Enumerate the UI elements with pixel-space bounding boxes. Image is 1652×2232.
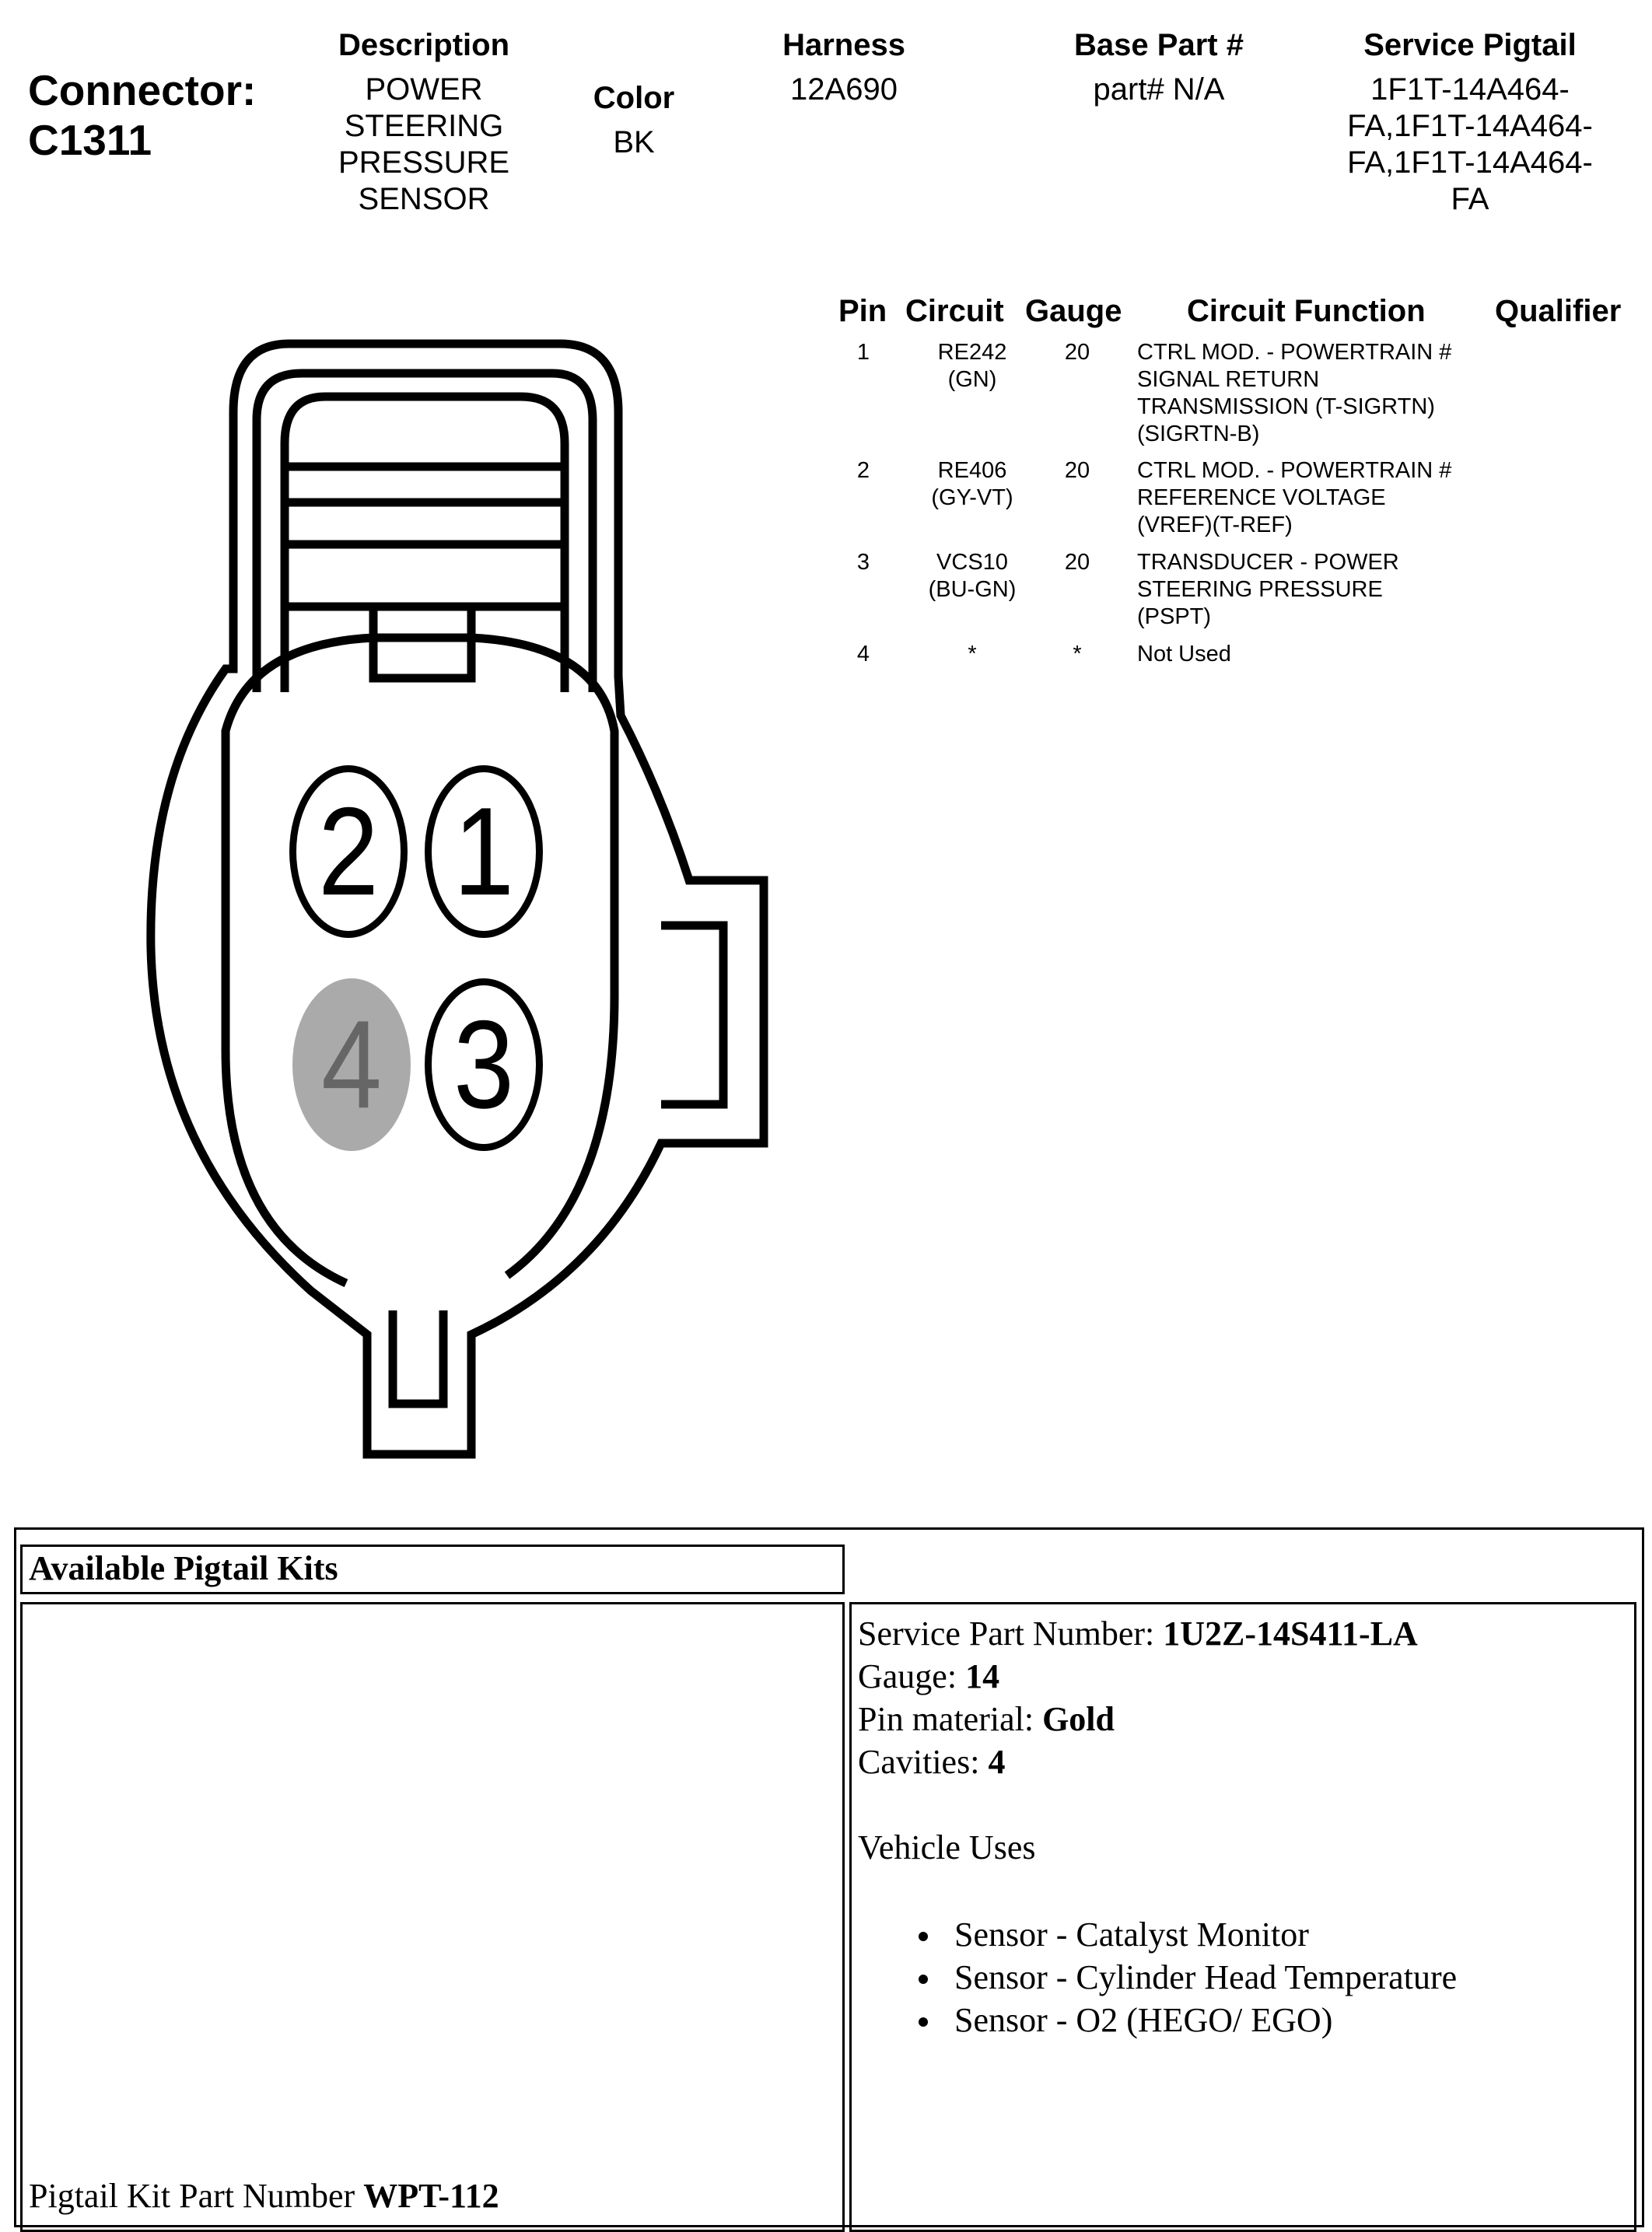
gauge-cell: 20 <box>1064 458 1090 483</box>
pin-number: 1 <box>856 340 870 365</box>
kit-details-cell <box>849 1602 1636 2232</box>
description-line: POWER <box>365 72 483 107</box>
gauge-label: Gauge: <box>858 1657 966 1695</box>
latch-outline <box>257 373 593 692</box>
connector-id: C1311 <box>28 116 152 164</box>
gauge-line <box>858 1655 1628 1698</box>
pin-header: Pin <box>838 294 887 328</box>
list-item: Sensor - Catalyst Monitor <box>858 1913 1628 1956</box>
pin-4-cavity <box>292 978 411 1151</box>
pin-material-line <box>858 1698 1628 1740</box>
circuit-cell <box>910 339 1034 394</box>
circuit-code: VCS10 <box>936 550 1008 575</box>
kits-heading: Available Pigtail Kits <box>29 1549 338 1587</box>
kit-part-label: Pigtail Kit Part Number <box>29 2177 364 2215</box>
list-item: Sensor - O2 (HEGO/ EGO) <box>858 1999 1628 2041</box>
cavity-outline <box>226 638 614 1283</box>
circuit-header: Circuit <box>905 294 1004 328</box>
circuit-color: (BU-GN) <box>928 577 1017 602</box>
function-line: REFERENCE VOLTAGE <box>1137 485 1386 510</box>
function-line: CTRL MOD. - POWERTRAIN # <box>1137 340 1452 365</box>
pin-3-cavity <box>425 978 543 1151</box>
kits-heading-cell <box>20 1545 845 1594</box>
circuit-cell <box>910 549 1034 603</box>
side-tab <box>661 925 723 1104</box>
cavities-line <box>858 1740 1628 1783</box>
pin-number: 2 <box>856 458 870 483</box>
color-column <box>568 79 700 161</box>
key-tab <box>373 607 471 678</box>
cavities-value: 4 <box>988 1743 1006 1781</box>
harness-column <box>747 26 941 108</box>
color-header: Color <box>593 81 675 115</box>
description-line: PRESSURE <box>338 145 510 180</box>
pin-1-label: 1 <box>453 781 514 922</box>
harness-value: 12A690 <box>790 72 898 107</box>
list-item: Sensor - Cylinder Head Temperature <box>858 1956 1628 1999</box>
color-value: BK <box>613 125 655 159</box>
function-line: TRANSDUCER - POWER <box>1137 550 1399 575</box>
circuit-code: * <box>968 642 977 666</box>
vehicle-uses-label: Vehicle Uses <box>858 1828 1036 1866</box>
kit-details <box>858 1612 1628 2041</box>
service-pigtail-column <box>1307 26 1633 218</box>
bottom-notch <box>393 1310 443 1404</box>
function-cell <box>1137 457 1573 539</box>
vehicle-uses-list <box>858 1913 1628 2041</box>
circuit-cell <box>910 457 1034 512</box>
function-line: (SIGRTN-B) <box>1137 422 1260 446</box>
pin-2-cavity <box>289 765 408 938</box>
function-line: (VREF)(T-REF) <box>1137 513 1293 537</box>
pin-2-label: 2 <box>318 781 379 922</box>
service-part-value: 1U2Z-14S411-LA <box>1163 1615 1418 1653</box>
circuit-color: (GY-VT) <box>931 485 1013 510</box>
function-line: (PSPT) <box>1137 604 1212 629</box>
gauge-cell: 20 <box>1064 340 1090 365</box>
gauge-value: 14 <box>965 1657 1000 1695</box>
base-part-column <box>1034 26 1283 108</box>
service-pigtail-line: FA <box>1451 182 1489 216</box>
function-line: TRANSMISSION (T-SIGRTN) <box>1137 394 1435 419</box>
description-line: STEERING <box>344 109 504 143</box>
circuit-function-header: Circuit Function <box>1187 294 1426 328</box>
circuit-code: RE242 <box>937 340 1007 365</box>
function-line: SIGNAL RETURN <box>1137 367 1320 392</box>
service-pigtail-line: 1F1T-14A464- <box>1370 72 1570 107</box>
gauge-cell: 20 <box>1064 550 1090 575</box>
description-column <box>311 26 537 218</box>
circuit-code: RE406 <box>937 458 1007 483</box>
qualifier-header: Qualifier <box>1495 294 1622 328</box>
circuit-color: (GN) <box>947 367 997 392</box>
kit-part-value: WPT-112 <box>363 2177 499 2215</box>
pin-3-label: 3 <box>453 994 514 1135</box>
service-pigtail-header: Service Pigtail <box>1363 28 1577 62</box>
service-pigtail-line: FA,1F1T-14A464- <box>1347 109 1593 143</box>
pin-material-label: Pin material: <box>858 1700 1043 1738</box>
base-part-header: Base Part # <box>1074 28 1244 62</box>
gauge-cell: * <box>1073 642 1082 666</box>
service-part-line <box>858 1612 1628 1655</box>
pin-4-label: 4 <box>321 994 382 1135</box>
gauge-header: Gauge <box>1025 294 1122 328</box>
description-value <box>311 72 537 218</box>
pin-material-value: Gold <box>1042 1700 1115 1738</box>
service-part-label: Service Part Number: <box>858 1615 1164 1653</box>
harness-header: Harness <box>782 28 905 62</box>
service-pigtail-line: FA,1F1T-14A464- <box>1347 145 1593 180</box>
cavities-label: Cavities: <box>858 1743 989 1781</box>
kit-part-number <box>29 2174 499 2217</box>
function-line: STEERING PRESSURE <box>1137 577 1383 602</box>
pin-1-cavity <box>425 765 543 938</box>
description-line: SENSOR <box>358 182 490 216</box>
function-cell <box>1137 549 1573 631</box>
pin-number: 4 <box>856 642 870 666</box>
function-cell <box>1137 339 1573 448</box>
circuit-cell <box>910 641 1034 668</box>
latch-bar <box>285 467 565 502</box>
service-pigtail-value <box>1307 72 1633 218</box>
base-part-value: part# N/A <box>1093 72 1225 107</box>
connector-label: Connector: <box>28 66 257 114</box>
function-cell <box>1137 641 1573 668</box>
connector-title <box>28 65 256 165</box>
pin-number: 3 <box>856 550 870 575</box>
function-line: Not Used <box>1137 642 1231 666</box>
description-header: Description <box>338 28 510 62</box>
function-line: CTRL MOD. - POWERTRAIN # <box>1137 458 1452 483</box>
kit-image-cell <box>20 1602 845 2232</box>
